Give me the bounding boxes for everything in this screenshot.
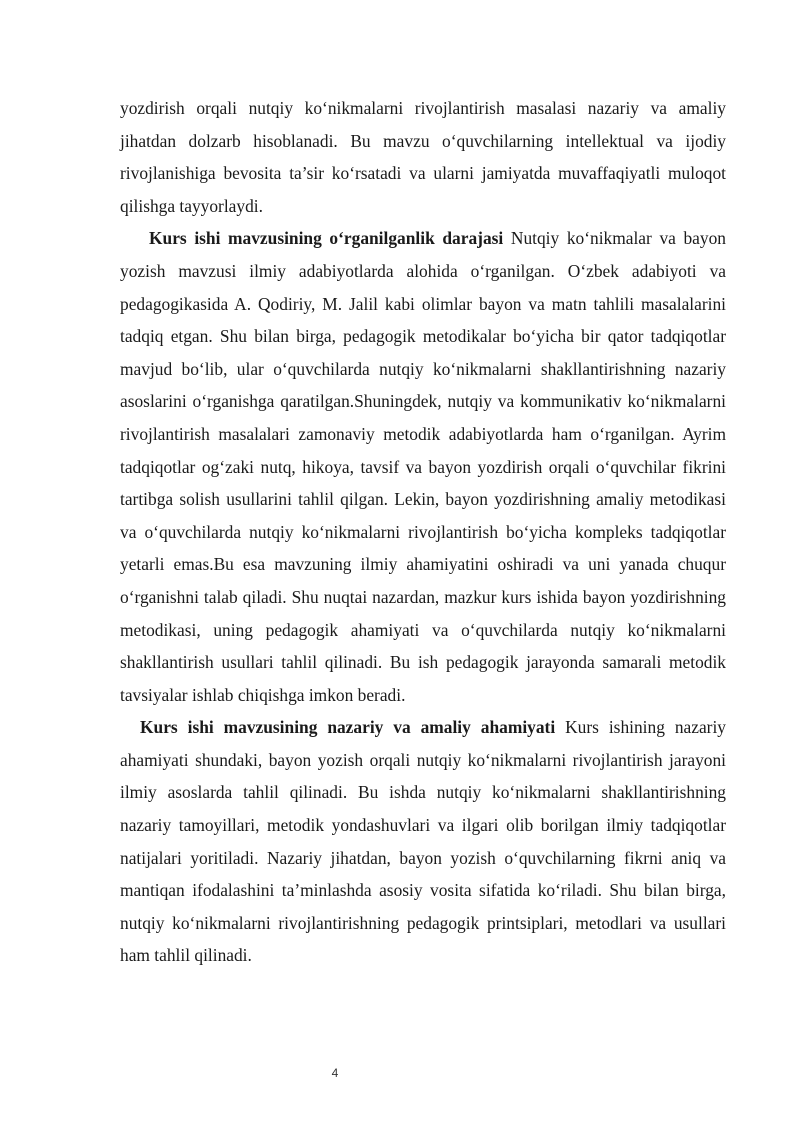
paragraph-significance xyxy=(120,711,726,972)
page-number: 4 xyxy=(331,1066,339,1080)
paragraph-significance-heading: Kurs ishi mavzusining nazariy va amaliy ahamiyati xyxy=(140,717,556,738)
paragraph-intro xyxy=(120,92,726,222)
paragraph-research-degree-heading: Kurs ishi mavzusining o‘rganilganlik darajasi xyxy=(149,228,504,249)
paragraph-intro-text: yozdirish orqali nutqiy ko‘nikmalarni rivojlantirish masalasi nazariy va amaliy jihatdan dolzarb hisoblanadi. Bu mavzu o‘quvchilarning intellektual va ijodiy rivojlanishiga bevosita ta’sir ko‘rsatadi va ularni jamiyatda muvaffaqiyatli muloqot qilishga tayyorlaydi. xyxy=(120,98,726,216)
page-body xyxy=(120,92,726,972)
paragraph-significance-text: Kurs ishining nazariy ahamiyati shundaki, bayon yozish orqali nutqiy ko‘nikmalarni rivojlantirish jarayoni ilmiy asoslarda tahlil qilinadi. Bu ishda nutqiy ko‘nikmalarni shakllantirishning nazariy tamoyillari, metodik yondashuvlari va ilgari olib borilgan ilmiy tadqiqotlar natijalari yoritiladi. Nazariy jihatdan, bayon yozish o‘quvchilarning fikrni aniq va mantiqan ifodalashini ta’minlashda asosiy vosita sifatida ko‘riladi. Shu bilan birga, nutqiy ko‘nikmalarni rivojlantirishning pedagogik printsiplari, metodlari va usullari ham tahlil qilinadi. xyxy=(120,717,726,966)
paragraph-research-degree-text: Nutqiy ko‘nikmalar va bayon yozish mavzusi ilmiy adabiyotlarda alohida o‘rganilgan. O‘zbek adabiyoti va pedagogikasida A. Qodiriy, M. Jalil kabi olimlar bayon va matn tahlili masalalarini tadqiq etgan. Shu bilan birga, pedagogik metodikalar bo‘yicha bir qator tadqiqotlar mavjud bo‘lib, ular o‘quvchilarda nutqiy ko‘nikmalarni shakllantirishning nazariy asoslarini o‘rganishga qaratilgan.Shuningdek, nutqiy va kommunikativ ko‘nikmalarni rivojlantirish masalalari zamonaviy metodik adabiyotlarda ham o‘rganilgan. Ayrim tadqiqotlar og‘zaki nutq, hikoya, tavsif va bayon yozdirish orqali o‘quvchilar fikrini tartibga solish usullarini tahlil qilgan. Lekin, bayon yozdirishning amaliy metodikasi va o‘quvchilarda nutqiy ko‘nikmalarni rivojlantirish bo‘yicha kompleks tadqiqotlar yetarli emas.Bu esa mavzuning ilmiy ahamiyatini oshiradi va uni yanada chuqur o‘rganishni talab qiladi. Shu nuqtai nazardan, mazkur kurs ishida bayon yozdirishning metodikasi, uning pedagogik ahamiyati va o‘quvchilarda nutqiy ko‘nikmalarni shakllantirish usullari tahlil qilinadi. Bu ish pedagogik jarayonda samarali metodik tavsiyalar ishlab chiqishga imkon beradi. xyxy=(120,228,726,705)
paragraph-research-degree xyxy=(120,222,726,711)
